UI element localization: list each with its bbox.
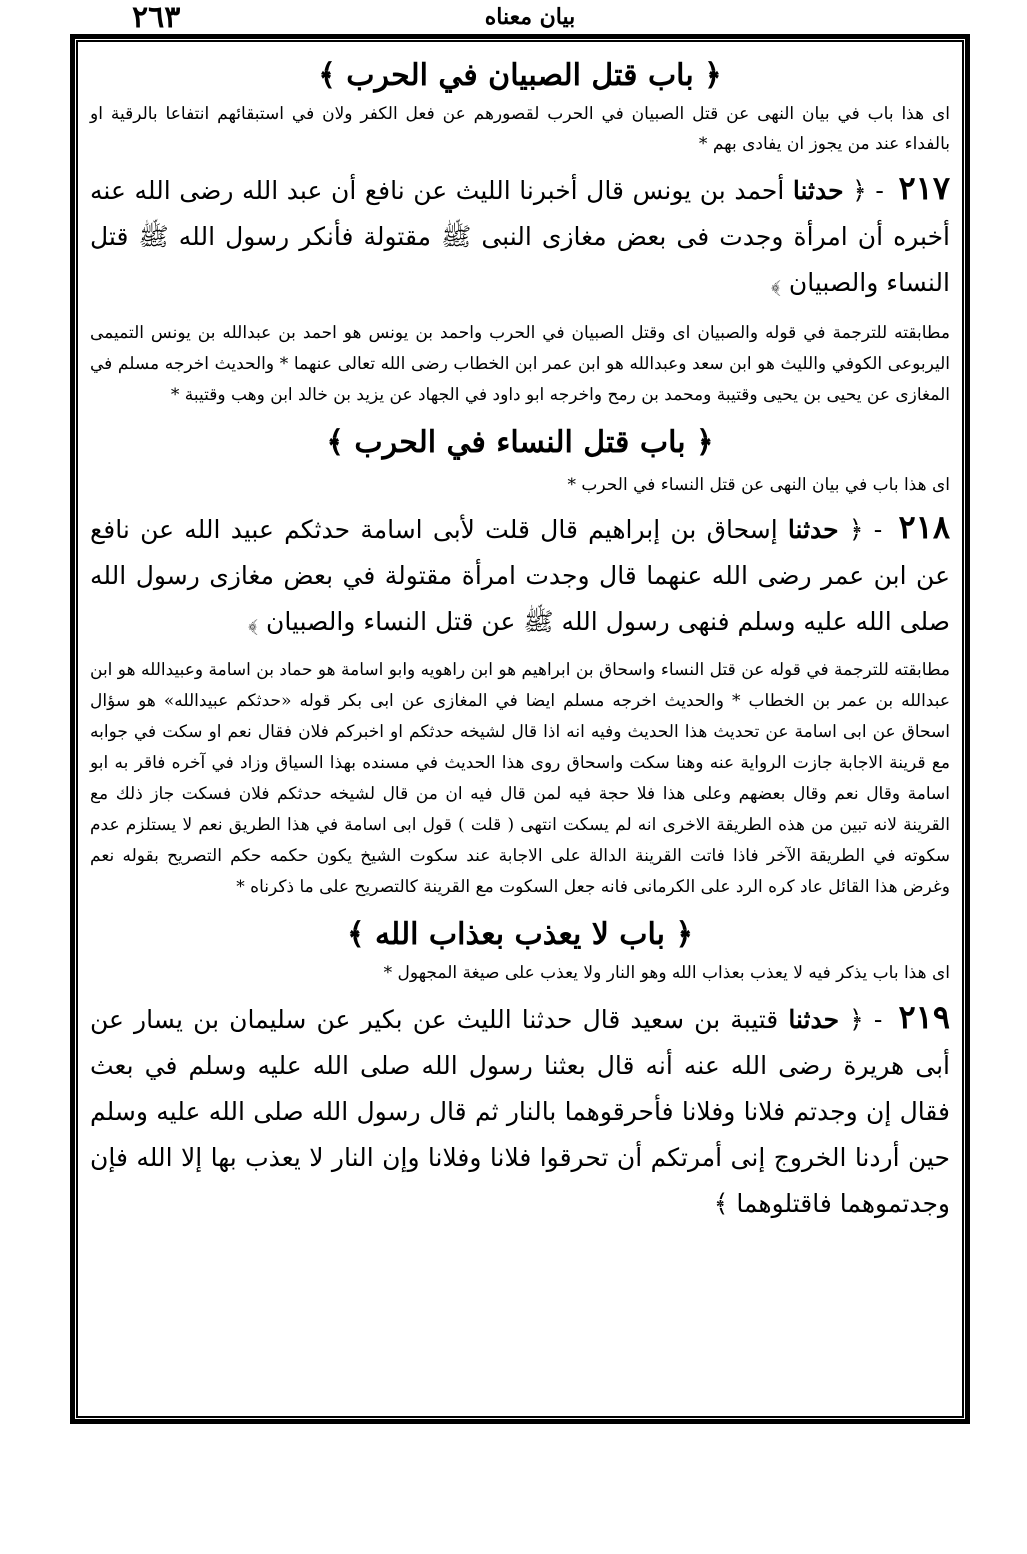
hadith-number: ٢١٩: [898, 998, 951, 1036]
page-content: [90, 56, 950, 1227]
hadith-opening: حدثنا: [787, 515, 839, 544]
chapter-commentary: اى هذا باب في بيان النهى عن قتل النساء في الحرب *: [567, 475, 950, 495]
hadith-body: إسحاق بن إبراهيم قال قلت لأبى اسامة حدثكم عبيد الله عن نافع عن ابن عمر رضى الله عنهما قال وجدت امرأة مقتولة في بعض مغازى رسول الله صلى الله عليه وسلم فنهى رسول الله ﷺ عن قتل النساء والصبيان ﴾: [90, 515, 950, 636]
hadith-body: أحمد بن يونس قال أخبرنا الليث عن نافع أن عبد الله رضى الله عنه أخبره أن امرأة وجدت فى بعض مغازى النبى ﷺ مقتولة فأنكر رسول الله ﷺ قتل النساء والصبيان ﴾: [90, 176, 950, 297]
chapter-title: ﴿ باب لا يعذب بعذاب الله ﴾: [346, 917, 694, 952]
hadith-text: ٢١٨ - ﴿ حدثنا إسحاق بن إبراهيم قال قلت لأبى اسامة حدثكم عبيد الله عن نافع عن ابن عمر رضى الله عنهما قال وجدت امرأة مقتولة في بعض مغازى رسول الله صلى الله عليه وسلم فنهى رسول الله ﷺ عن قتل النساء والصبيان ﴾: [90, 508, 951, 636]
hadith-text: ٢١٧ - ﴿ حدثنا أحمد بن يونس قال أخبرنا الليث عن نافع أن عبد الله رضى الله عنه أخبره أن امرأة وجدت فى بعض مغازى النبى ﷺ مقتولة فأنكر رسول الله ﷺ قتل النساء والصبيان ﴾: [90, 169, 950, 297]
chapter-title: ﴿ باب قتل النساء في الحرب ﴾: [326, 425, 714, 460]
hadith-explanation: مطابقته للترجمة في قوله والصبيان اى وقتل الصبيان في الحرب واحمد بن يونس هو احمد بن عبدالله بن يونس التميمى اليربوعى الكوفي والليث هو ابن سعد وعبدالله هو ابن عمر ابن الخطاب رضى الله تعالى عنهما * والحديث اخرجه مسلم في المغازى عن يحيى بن يحيى وقتيبة ومحمد بن رمح واخرجه ابو داود في الجهاد عن يزيد بن خالد ابن وهب وقتيبة *: [90, 323, 950, 405]
chapter-commentary: اى هذا باب في بيان النهى عن قتل الصبيان في الحرب لقصورهم عن فعل الكفر ولان في استبقائهم انتفاعا بالرقية او بالفداء عند من يجوز ان يفادى بهم *: [90, 104, 950, 154]
hadith-explanation: مطابقته للترجمة في قوله عن قتل النساء واسحاق بن ابراهيم هو ابن راهويه وابو اسامة هو حماد بن اسامة وعبيدالله هو ابن عبدالله بن عمر بن الخطاب * والحديث اخرجه مسلم ايضا في المغازى عن ابى بكر قوله «حدثكم عبيدالله» هو سؤال اسحاق عن ابى اسامة عن تحديث هذا الحديث وفيه انه اذا قال لشيخه حدثكم او اخبركم فلان فقال نعم او سكت في جوابه مع قرينة الاجابة جازت الرواية عنه وهنا سكت واسحاق روى هذا الحديث في مسنده بهذا السياق وزاد في آخره فاقر به ابو اسامة وقال نعم وقال بعضهم وعلى هذا فلا حجة فيه لمن قال فيه ان من قال لشيخه حدثكم فلان فسكت جاز ذلك مع القرينة لانه تبين من هذه الطريقة الاخرى انه لم يسكت انتهى ( قلت ) قول ابى اسامة في هذا الطريق نعم لا يستلزم عدم سكوته في الطريقة الآخر فاذا فاتت القرينة الدالة على الاجابة عند سكوت الشيخ يكون حكمه حكم التصريح بقوله نعم وغرض هذا القائل عاد كره الرد على الكرمانى فانه جعل السكوت مع القرينة كالتصريح على ما ذكرناه *: [90, 660, 950, 897]
chapter-commentary: اى هذا باب يذكر فيه لا يعذب بعذاب الله وهو النار ولا يعذب على صيغة المجهول *: [383, 963, 950, 983]
hadith-number: ٢١٧: [898, 169, 950, 207]
running-title: بیان معناه: [484, 4, 576, 30]
hadith-opening: حدثنا: [792, 176, 844, 205]
hadith-text: ٢١٩ - ﴿ حدثنا قتيبة بن سعيد قال حدثنا الليث عن بكير عن سليمان بن يسار عن أبى هريرة رضى الله عنه أنه قال بعثنا رسول الله صلى الله عليه وسلم في بعث فقال إن وجدتم فلانا وفلانا فأحرقوهما بالنار ثم قال رسول الله صلى الله عليه وسلم حين أردنا الخروج إنى أمرتكم أن تحرقوا فلانا وفلانا وإن النار لا يعذب بها إلا الله فإن وجدتموهما فاقتلوهما ﴾: [90, 998, 951, 1218]
hadith-opening: حدثنا: [788, 1005, 840, 1034]
hadith-number: ٢١٨: [898, 508, 951, 546]
hadith-body: قتيبة بن سعيد قال حدثنا الليث عن بكير عن سليمان بن يسار عن أبى هريرة رضى الله عنه أنه قال بعثنا رسول الله صلى الله عليه وسلم في بعث فقال إن وجدتم فلانا وفلانا فأحرقوهما بالنار ثم قال رسول الله صلى الله عليه وسلم حين أردنا الخروج إنى أمرتكم أن تحرقوا فلانا وفلانا وإن النار لا يعذب بها إلا الله فإن وجدتموهما فاقتلوهما ﴾: [90, 1005, 950, 1218]
page-number: ٢٦٣: [132, 0, 181, 35]
chapter-title: ﴿ باب قتل الصبيان في الحرب ﴾: [318, 58, 722, 93]
